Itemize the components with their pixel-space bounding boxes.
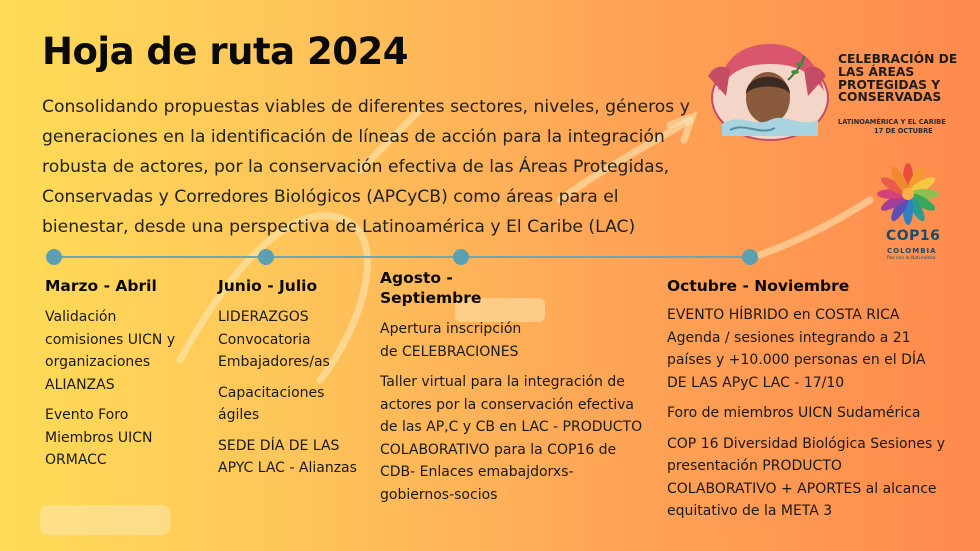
period-marzo-abril	[45, 276, 195, 480]
period-item: LIDERAZGOS Convocatoria Embajadores/as	[218, 309, 330, 370]
cop16-logo-name: COP16	[886, 228, 941, 244]
timeline-dot	[453, 249, 469, 265]
period-item: Evento Foro Miembros UICN ORMACC	[45, 407, 153, 468]
celebration-logo-title: CELEBRACIÓN DE LAS ÁREAS PROTEGIDAS Y CONSERVADAS	[838, 52, 958, 105]
period-item: SEDE DÍA DE LAS APYC LAC - Alianzas	[218, 437, 357, 476]
period-junio-julio	[218, 276, 366, 488]
period-label: Marzo - Abril	[45, 277, 157, 295]
celebration-logo	[700, 36, 835, 146]
cop16-logo-country: COLOMBIA	[887, 247, 937, 255]
celebration-logo-region: LATINOAMÉRICA Y EL CARIBE	[838, 118, 946, 126]
cop16-flower-icon	[872, 160, 944, 232]
period-item: Taller virtual para la integración de actores por la conservación efectiva de las AP,C y CB en LAC - PRODUCTO COLABORATIVO para la COP16 de CDB- Enlaces emabajdorxs-gobiernos-socios	[380, 374, 643, 503]
period-agosto-septiembre	[380, 268, 645, 514]
period-label: Octubre - Noviembre	[667, 277, 850, 295]
timeline-line	[54, 256, 751, 258]
period-label: Agosto - Septiembre	[380, 269, 482, 307]
celebration-logo-date: 17 DE OCTUBRE	[874, 127, 933, 135]
timeline-dot	[742, 249, 758, 265]
page-subtitle: Consolidando propuestas viables de diferentes sectores, niveles, géneros y generaciones en la identificación de líneas de acción para la integración robusta de actores, por la conservación efectiva de las Áreas Protegidas, Conservadas y Corredores Biológicos (APCyCB) como áreas para el bienestar, desde una perspectiva de Latinoamérica y El Caribe (LAC)	[42, 97, 690, 237]
period-octubre-noviembre	[667, 276, 947, 531]
period-label: Junio - Julio	[218, 277, 318, 295]
period-item: Apertura inscripción de CELEBRACIONES	[380, 321, 522, 360]
page-title: Hoja de ruta 2024	[42, 30, 408, 73]
period-item: Foro de miembros UICN Sudamérica	[667, 405, 921, 421]
period-item: Capacitaciones ágiles	[218, 384, 325, 423]
cop16-logo-tagline: Paz con la Naturaleza	[887, 256, 936, 261]
period-item: EVENTO HÍBRIDO en COSTA RICA Agenda / sesiones integrando a 21 países y +10.000 personas en el DÍA DE LAS APyC LAC - 17/10	[667, 307, 926, 391]
period-item: Validación comisiones UICN y organizaciones ALIANZAS	[45, 309, 176, 393]
timeline-dot	[258, 249, 274, 265]
timeline-dot	[46, 249, 62, 265]
period-item: COP 16 Diversidad Biológica Sesiones y presentación PRODUCTO COLABORATIVO + APORTES al alcance equitativo de la META 3	[667, 435, 946, 519]
